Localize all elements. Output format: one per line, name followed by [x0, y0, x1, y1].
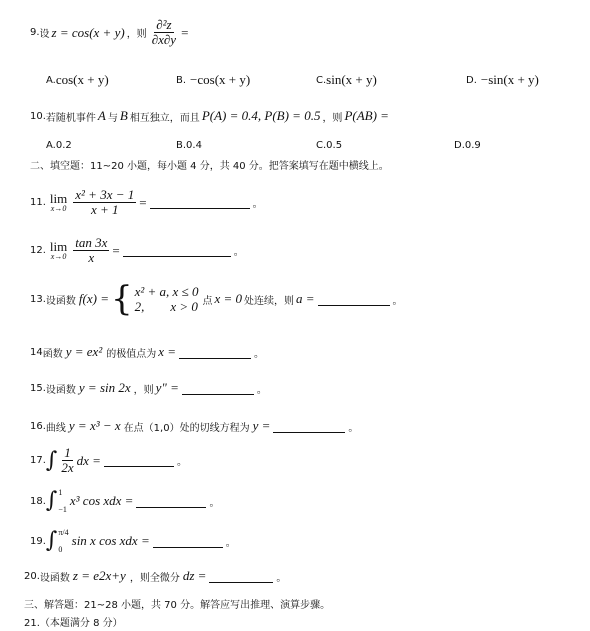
question-13: [30, 279, 403, 319]
q9-option-a-value: cos(x + y): [55, 72, 109, 87]
q20-end: 。: [276, 572, 287, 584]
q9-option-d: [466, 72, 539, 88]
q12-answer-blank[interactable]: [123, 244, 231, 257]
q9-text-2: ，则: [126, 29, 147, 40]
q9-option-b: [176, 72, 250, 88]
q14-text-2: 的极值点为: [106, 348, 157, 360]
q19-number: 19.: [30, 535, 46, 547]
q14-exponent: x²: [92, 344, 103, 359]
q9-option-b-letter: B.: [176, 74, 187, 86]
q14-number: 14: [30, 346, 43, 358]
q12-numerator: tan 3x: [75, 235, 108, 250]
q9-number: 9.: [30, 27, 40, 38]
q9-option-c: [316, 72, 377, 88]
q10-option-c-letter: C.: [316, 140, 327, 151]
q20-answer-blank[interactable]: [209, 570, 273, 583]
q17-fraction: [59, 446, 75, 475]
q16-text-2: 在点（1,0）处的切线方程为: [123, 422, 250, 434]
q10-number: 10.: [30, 110, 46, 122]
q10-text-2: 与: [107, 112, 118, 124]
q20-text-1: 设函数: [39, 572, 70, 584]
question-16: [30, 418, 358, 434]
section-2-heading: [30, 157, 389, 172]
q15-number: 15.: [30, 382, 46, 394]
q10-option-b-letter: B.: [176, 140, 187, 151]
q13-answer-blank[interactable]: [318, 293, 390, 306]
q9-frac-denominator: ∂x∂y: [151, 32, 177, 47]
q13-brace: {: [110, 279, 133, 319]
q11-equals: =: [139, 194, 147, 210]
q17-end: 。: [176, 457, 187, 468]
q17-number: 17.: [30, 455, 46, 466]
q15-ask: y" =: [155, 380, 179, 395]
integral-sign: ∫: [45, 488, 58, 513]
question-10: [30, 108, 389, 124]
q13-function: f(x) =: [78, 291, 109, 306]
q20-text-2: ，则全微分: [129, 572, 180, 584]
q12-equals: =: [112, 242, 120, 258]
q11-end: 。: [252, 199, 263, 210]
question-18: [30, 488, 219, 514]
q10-option-b-value: 0.4: [186, 140, 202, 151]
q20-number: 20.: [24, 570, 40, 582]
q9-option-a-letter: A.: [46, 74, 56, 86]
question-15: [30, 380, 267, 396]
question-17: [30, 446, 187, 475]
q15-expression: y = sin 2x: [78, 380, 131, 395]
q13-case-1: x² + a, x ≤ 0: [134, 284, 199, 299]
q9-frac-numerator: ∂²z: [156, 17, 172, 32]
q14-end: 。: [254, 348, 265, 360]
q15-answer-blank[interactable]: [182, 382, 254, 395]
q10-option-c: [316, 140, 342, 151]
question-21: [24, 614, 123, 629]
q12-lim-word: lim: [49, 239, 68, 254]
q10-option-c-value: 0.5: [326, 140, 343, 151]
q9-option-d-value: −sin(x + y): [480, 72, 539, 87]
q10-option-a-value: 0.2: [55, 140, 72, 151]
q10-option-d: [454, 140, 481, 151]
q9-option-c-letter: C.: [316, 74, 327, 86]
q15-end: 。: [256, 384, 267, 396]
q11-fraction: [73, 188, 136, 217]
question-19: [30, 528, 236, 554]
question-20: [24, 568, 286, 584]
q18-upper-limit: 1: [58, 488, 63, 497]
question-14: [30, 344, 264, 360]
q16-expression: y = x³ − x: [68, 418, 121, 433]
q9-option-a: [46, 72, 109, 88]
q11-answer-blank[interactable]: [150, 196, 250, 209]
q11-limit: [50, 192, 67, 213]
q10-condition: P(A) = 0.4, P(B) = 0.5: [201, 108, 321, 123]
q18-end: 。: [209, 497, 220, 509]
q13-ask: a =: [296, 291, 315, 306]
q12-limit: [50, 240, 67, 261]
q10-option-a-letter: A.: [46, 140, 56, 151]
q9-option-b-value: −cos(x + y): [190, 72, 251, 87]
q19-lower-limit: 0: [58, 545, 63, 554]
q13-text-2: 点: [202, 295, 213, 307]
q16-number: 16.: [30, 420, 46, 432]
q9-equals: =: [181, 24, 189, 40]
q18-integrand: x³ cos xdx =: [69, 493, 134, 508]
q13-point: x = 0: [214, 291, 243, 306]
q16-end: 。: [348, 422, 359, 434]
q12-lim-subscript: x→0: [50, 252, 67, 261]
q18-limits: [58, 488, 67, 514]
q18-answer-blank[interactable]: [136, 495, 206, 508]
section-2-text: 二、填空题：11~20 小题，每小题 4 分，共 40 分。把答案填写在题中横线上。: [30, 161, 389, 172]
q11-denominator: x + 1: [90, 202, 119, 217]
q14-text-1: 函数: [42, 348, 63, 360]
q10-option-d-letter: D.: [454, 140, 465, 151]
q19-integrand: sin x cos xdx =: [71, 533, 150, 548]
q17-answer-blank[interactable]: [104, 454, 174, 467]
q16-ask: y =: [252, 418, 271, 433]
q13-case-2: 2, x > 0: [134, 299, 198, 314]
q10-text-3: 相互独立，而且: [129, 112, 200, 124]
q13-end: 。: [392, 295, 403, 307]
q12-denominator: x: [88, 250, 95, 265]
q13-number: 13.: [30, 293, 46, 305]
q15-text-1: 设函数: [45, 384, 76, 396]
q12-number: 12.: [30, 245, 46, 256]
q19-upper-limit: π/4: [58, 528, 69, 537]
integral-sign: ∫: [45, 528, 58, 553]
q17-dx: dx =: [76, 452, 101, 468]
q18-lower-limit: −1: [58, 505, 67, 514]
q18-number: 18.: [30, 495, 46, 507]
q11-number: 11.: [30, 197, 46, 208]
q14-ask: x =: [158, 344, 177, 359]
q14-expression: y = e: [65, 344, 93, 359]
q10-option-d-value: 0.9: [464, 140, 481, 151]
integral-sign: ∫: [45, 447, 58, 473]
q10-event-a: A: [97, 108, 106, 123]
q13-cases: [135, 284, 199, 314]
q19-end: 。: [225, 537, 236, 549]
question-11: [30, 188, 263, 217]
q11-numerator: x² + 3x − 1: [75, 187, 135, 202]
q9-option-c-value: sin(x + y): [326, 72, 377, 87]
q19-answer-blank[interactable]: [153, 535, 223, 548]
q10-option-b: [176, 140, 202, 151]
q15-text-2: ，则: [133, 384, 154, 396]
q11-lim-word: lim: [49, 191, 68, 206]
q9-option-d-letter: D.: [466, 74, 477, 86]
q10-option-a: [46, 140, 72, 151]
q20-ask: dz =: [182, 568, 207, 583]
q21-text: 21.（本题满分 8 分）: [24, 618, 123, 629]
q9-expression: z = cos(x + y): [51, 24, 125, 40]
q12-fraction: [73, 236, 109, 265]
q12-end: 。: [233, 247, 244, 258]
q20-expression: z = e: [72, 568, 100, 583]
question-9: [30, 18, 188, 47]
q10-text-1: 若随机事件: [45, 112, 96, 124]
q10-event-b: B: [119, 108, 128, 123]
q10-text-4: ，则: [322, 112, 343, 124]
q11-lim-subscript: x→0: [50, 204, 67, 213]
q16-answer-blank[interactable]: [273, 420, 345, 433]
question-12: [30, 236, 244, 265]
q10-ask: P(AB) =: [344, 108, 389, 123]
q17-denominator: 2x: [61, 460, 74, 475]
q17-numerator: 1: [64, 445, 71, 460]
q20-exponent: 2x+y: [99, 568, 126, 583]
q14-answer-blank[interactable]: [179, 346, 251, 359]
section-3-heading: [24, 596, 330, 611]
section-3-text: 三、解答题：21~28 小题，共 70 分。解答应写出推理、演算步骤。: [24, 600, 331, 611]
q13-text-1: 设函数: [45, 295, 76, 307]
q13-text-3: 处连续，则: [244, 295, 295, 307]
q9-partial-fraction: [150, 18, 178, 47]
q19-limits: [58, 528, 68, 554]
q16-text-1: 曲线: [45, 422, 66, 434]
q9-text-1: 设: [39, 29, 50, 40]
